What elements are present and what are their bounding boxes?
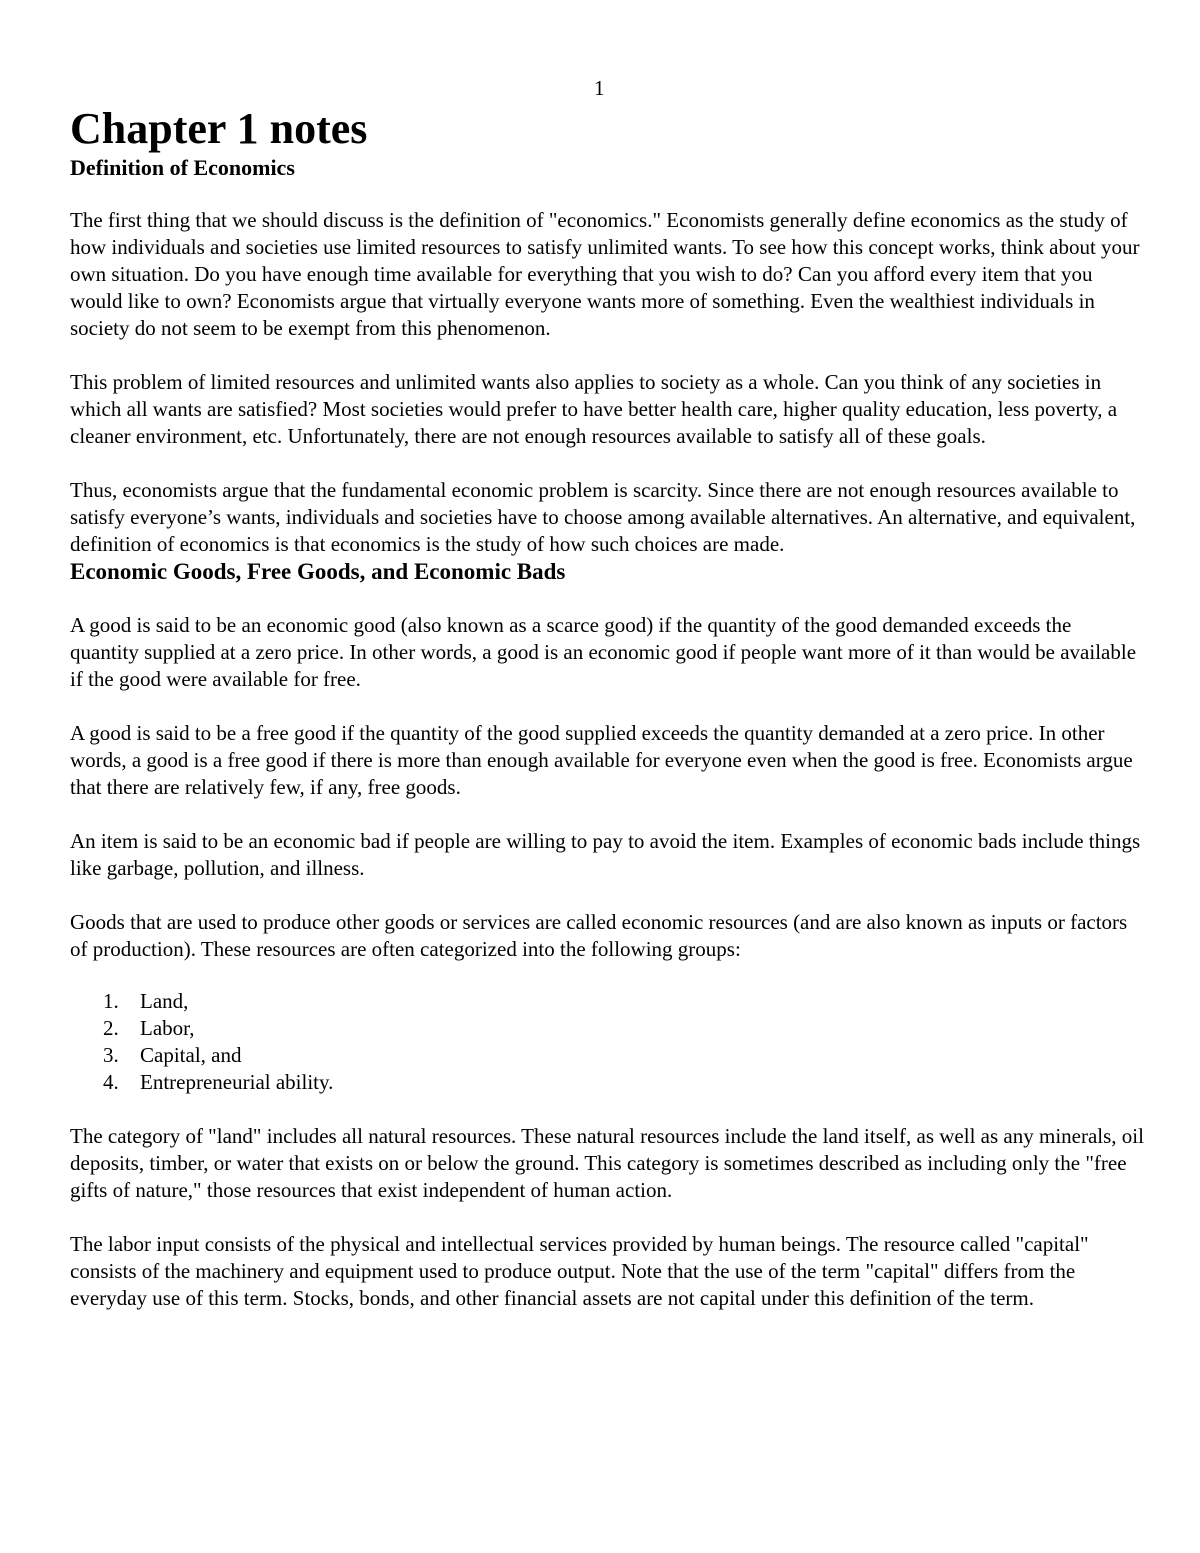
paragraph: A good is said to be a free good if the quantity of the good supplied exceeds the quantity demanded at a zero price. In other words, a good is a free good if there is more than enough available for everyone even when the good is free. Economists argue that there are relatively few, if any, free goods. <box>70 721 1133 799</box>
list-item <box>70 1069 1145 1096</box>
paragraph: This problem of limited resources and unlimited wants also applies to society as a whole. Can you think of any societies in which all wants are satisfied? Most societies would prefer to have better health care, higher quality education, less poverty, a cleaner environment, etc. Unfortunately, there are not enough resources available to satisfy all of these goals. <box>70 370 1118 448</box>
section-heading-goods: Economic Goods, Free Goods, and Economic Bads <box>70 559 566 584</box>
document-body <box>70 103 1145 1312</box>
paragraph: The first thing that we should discuss is the definition of "economics." Economists generally define economics as the study of how individuals and societies use limited resources to satisfy unlimited wants. To see how this concept works, think about your own situation. Do you have enough time available for everything that you wish to do? Can you afford every item that you would like to own? Economists argue that virtually everyone wants more of something. Even the wealthiest individuals in society do not seem to be exempt from this phenomenon. <box>70 208 1140 340</box>
list-item-number: 3. <box>103 1043 119 1067</box>
list-item <box>70 1015 1145 1042</box>
paragraph: An item is said to be an economic bad if people are willing to pay to avoid the item. Examples of economic bads include things like garbage, pollution, and illness. <box>70 829 1141 880</box>
list-item-text: Labor, <box>140 1016 195 1040</box>
paragraph: The labor input consists of the physical and intellectual services provided by human beings. The resource called "capital" consists of the machinery and equipment used to produce output. Note that the use of the term "capital" differs from the everyday use of this term. Stocks, bonds, and other financial assets are not capital under this definition of the term. <box>70 1232 1089 1310</box>
paragraph: Thus, economists argue that the fundamental economic problem is scarcity. Since there are not enough resources available to satisfy everyone’s wants, individuals and societies have to choose among available alternatives. An alternative, and equivalent, definition of economics is that economics is the study of how such choices are made. <box>70 478 1136 556</box>
page-number: 1 <box>594 76 605 100</box>
section-heading-definition: Definition of Economics <box>70 155 295 180</box>
page-title: Chapter 1 notes <box>70 104 368 153</box>
list-item <box>70 988 1145 1015</box>
list-item <box>70 1042 1145 1069</box>
paragraph: A good is said to be an economic good (also known as a scarce good) if the quantity of the good demanded exceeds the quantity supplied at a zero price. In other words, a good is an economic good if people want more of it than would be available if the good were available for free. <box>70 613 1137 691</box>
list-item-text: Capital, and <box>140 1043 242 1067</box>
list-item-number: 2. <box>103 1016 119 1040</box>
list-item-number: 1. <box>103 989 119 1013</box>
list-item-text: Entrepreneurial ability. <box>140 1070 334 1094</box>
paragraph: Goods that are used to produce other goods or services are called economic resources (and are also known as inputs or factors of production). These resources are often categorized into the following groups: <box>70 910 1128 961</box>
list-item-number: 4. <box>103 1070 119 1094</box>
list-item-text: Land, <box>140 989 189 1013</box>
paragraph: The category of "land" includes all natural resources. These natural resources include the land itself, as well as any minerals, oil deposits, timber, or water that exists on or below the ground. This category is sometimes described as including only the "free gifts of nature," those resources that exist independent of human action. <box>70 1124 1144 1202</box>
resource-list <box>70 988 1145 1096</box>
